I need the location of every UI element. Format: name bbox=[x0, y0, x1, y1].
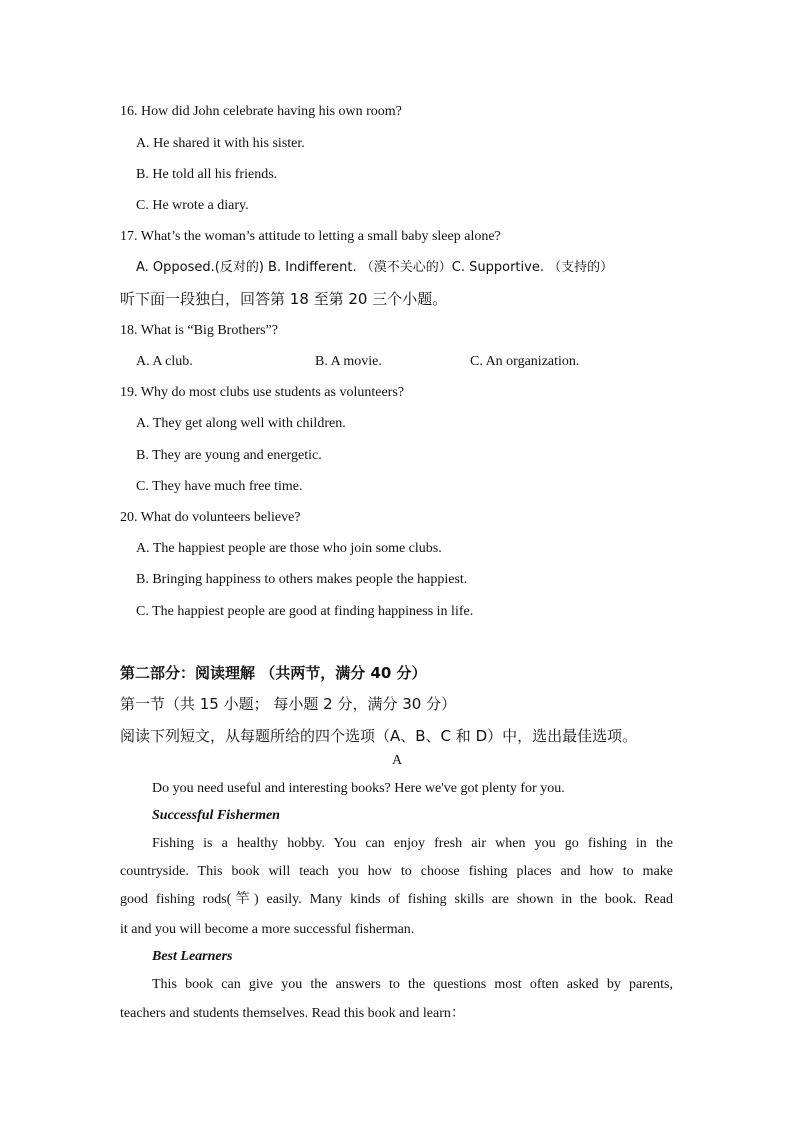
book1-line-2: countryside. This book will teach you how to choose fishing places and how to make bbox=[120, 864, 673, 879]
q16-option-c: C. He wrote a diary. bbox=[136, 198, 249, 213]
q18-stem: 18. What is “Big Brothers”? bbox=[120, 323, 278, 338]
reading-part-title-text: 第二部分：阅读理解 （共两节，满分 40 分） bbox=[120, 664, 427, 682]
reading-section-title: 第一节（共 15 小题； 每小题 2 分，满分 30 分） bbox=[120, 695, 457, 713]
monologue-instruction: 听下面一段独白，回答第 18 至第 20 三个小题。 bbox=[120, 290, 448, 308]
q18-option-b: B. A movie. bbox=[315, 354, 382, 369]
book1-title: Successful Fishermen bbox=[152, 808, 280, 823]
q19-option-b: B. They are young and energetic. bbox=[136, 448, 322, 463]
q18-option-c: C. An organization. bbox=[470, 354, 580, 369]
q19-option-c: C. They have much free time. bbox=[136, 479, 303, 494]
passage-intro: Do you need useful and interesting books? Here we've got plenty for you. bbox=[152, 781, 565, 796]
q18-option-a: A. A club. bbox=[136, 354, 193, 369]
q19-option-a: A. They get along well with children. bbox=[136, 416, 346, 431]
q20-option-a: A. The happiest people are those who join some clubs. bbox=[136, 541, 442, 556]
q20-stem: 20. What do volunteers believe? bbox=[120, 510, 301, 525]
q19-stem: 19. Why do most clubs use students as volunteers? bbox=[120, 385, 404, 400]
reading-part-title bbox=[120, 664, 427, 682]
q20-option-c: C. The happiest people are good at finding happiness in life. bbox=[136, 604, 474, 619]
q17-options: A. Opposed.(反对的) B. Indifferent. （漠不关心的）C. Supportive. （支持的） bbox=[136, 260, 614, 275]
book1-line-3: good fishing rods(竿) easily. Many kinds of fishing skills are shown in the book. Read bbox=[120, 892, 673, 907]
q17-stem: 17. What’s the woman’s attitude to letting a small baby sleep alone? bbox=[120, 229, 501, 244]
q16-option-a: A. He shared it with his sister. bbox=[136, 136, 305, 151]
reading-instruction: 阅读下列短文，从每题所给的四个选项（A、B、C 和 D）中，选出最佳选项。 bbox=[120, 727, 638, 745]
passage-letter: A bbox=[391, 753, 403, 768]
q16-option-b: B. He told all his friends. bbox=[136, 167, 278, 182]
q20-option-b: B. Bringing happiness to others makes people the happiest. bbox=[136, 572, 468, 587]
book1-line-1: Fishing is a healthy hobby. You can enjoy fresh air when you go fishing in the bbox=[152, 836, 673, 851]
book2-line-1: This book can give you the answers to the questions most often asked by parents, bbox=[152, 977, 673, 992]
book2-title: Best Learners bbox=[152, 949, 233, 964]
q16-stem: 16. How did John celebrate having his own room? bbox=[120, 104, 402, 119]
book1-line-4: it and you will become a more successful fisherman. bbox=[120, 922, 415, 937]
book2-line-2: teachers and students themselves. Read this book and learn： bbox=[120, 1006, 465, 1021]
